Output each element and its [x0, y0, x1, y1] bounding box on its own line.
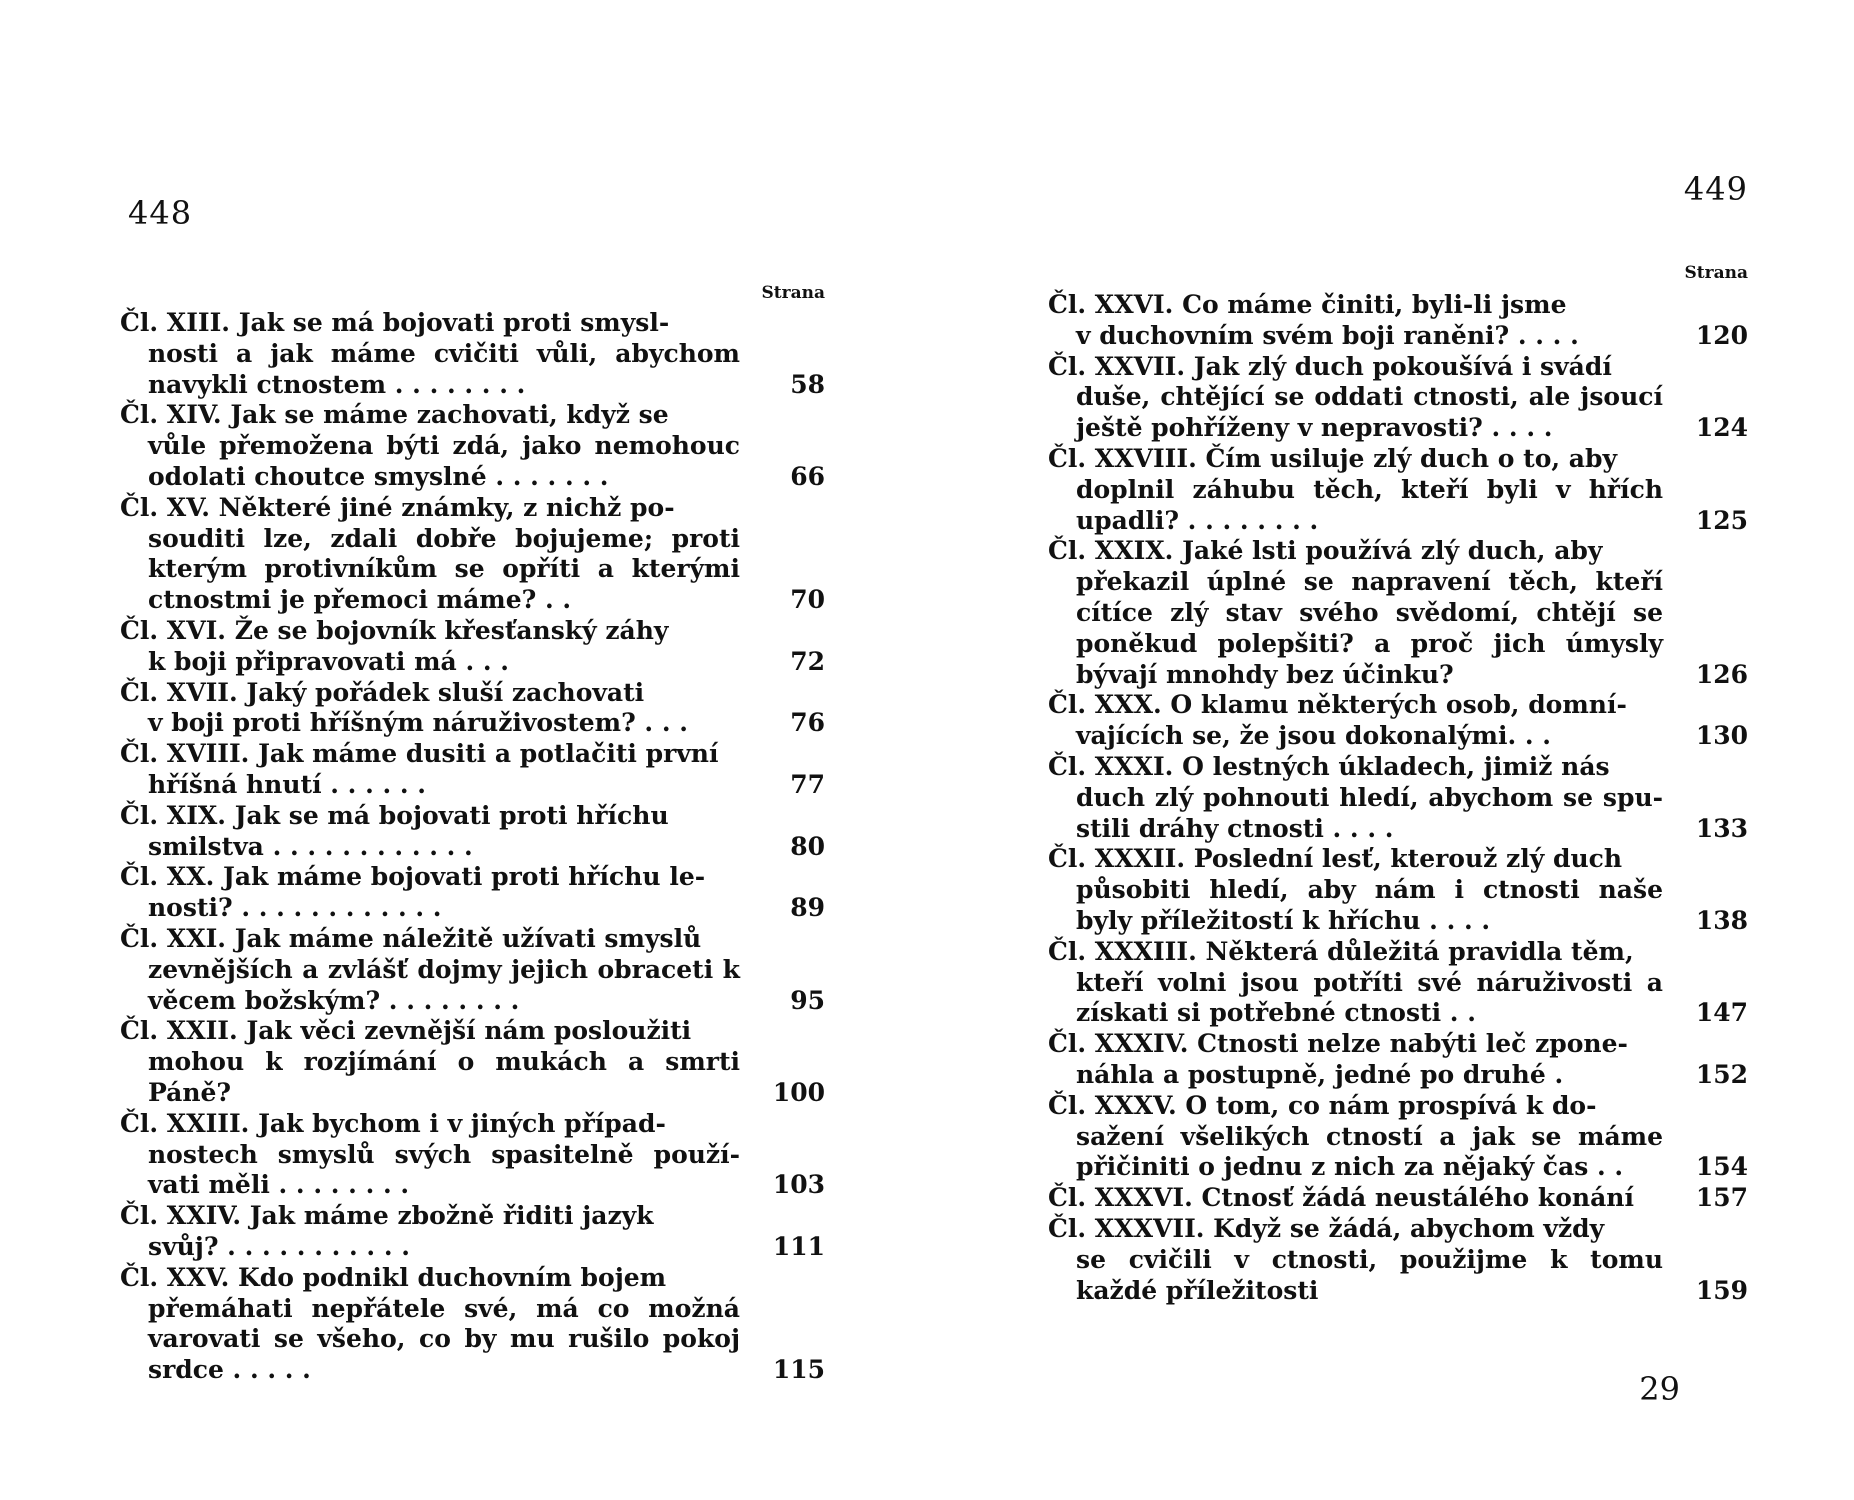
toc-entry — [120, 1109, 825, 1201]
entry-title: Čl. XIV. Jak se máme zachovati, když se — [120, 400, 669, 430]
toc-entry — [1048, 352, 1748, 444]
entry-continuation: vajících se, že jsou dokonalými. . . — [1076, 721, 1551, 751]
entry-page: 154 — [1695, 1152, 1748, 1182]
entry-page: 70 — [790, 585, 825, 615]
entry-title: Čl. XXXVII. Když se žádá, abychom vždy — [1048, 1213, 1605, 1243]
table-of-contents — [1048, 290, 1748, 1306]
entry-title: Čl. XXV. Kdo podnikl duchovním bojem — [120, 1262, 667, 1292]
page-column-label: Strana — [761, 283, 825, 303]
toc-entry — [120, 1016, 825, 1108]
entry-title: Čl. XIX. Jak se má bojovati proti hříchu — [120, 800, 669, 830]
entry-continuation: působiti hledí, aby nám i ctnosti naše byly příležitostí k hříchu . . . . — [1076, 875, 1663, 935]
entry-page: 130 — [1695, 721, 1748, 751]
toc-entry — [1048, 444, 1748, 536]
toc-entry — [1048, 1214, 1748, 1306]
toc-entry — [1048, 1183, 1748, 1214]
toc-entry — [120, 308, 825, 400]
entry-continuation: nostech smyslů svých spasitelně použí- vati měli . . . . . . . . — [148, 1139, 740, 1200]
page-number: 449 — [1683, 170, 1748, 208]
entry-title: Čl. XVIII. Jak máme dusiti a potlačiti první — [120, 739, 719, 769]
entry-continuation: přemáhati nepřátele své, má co možná varovati se všeho, co by mu rušilo pokoj srdce . . . . . — [148, 1293, 740, 1385]
entry-continuation: sažení všelikých ctností a jak se máme přičiniti o jednu z nich za nějaký čas . . — [1076, 1121, 1663, 1182]
entry-continuation: k boji připravovati má . . . — [148, 646, 509, 676]
entry-page: 124 — [1695, 413, 1748, 443]
entry-page: 152 — [1695, 1059, 1748, 1089]
toc-entry — [1048, 690, 1748, 752]
entry-page: 126 — [1695, 659, 1748, 689]
entry-page: 89 — [790, 893, 825, 923]
entry-page: 77 — [790, 769, 825, 799]
entry-title: Čl. XXXIII. Některá důležitá pravidla těm, — [1048, 936, 1634, 966]
entry-title: Čl. XXXII. Poslední lesť, kterouž zlý duch — [1048, 844, 1623, 874]
entry-page: 76 — [790, 708, 825, 738]
entry-title: Čl. XVII. Jaký pořádek sluší zachovati — [120, 677, 645, 707]
entry-title: Čl. XIII. Jak se má bojovati proti smysl- — [120, 308, 670, 337]
entry-page: 157 — [1695, 1183, 1748, 1213]
entry-title: Čl. XXVII. Jak zlý duch pokoušívá i svádí — [1048, 351, 1612, 381]
entry-page: 100 — [772, 1077, 825, 1107]
entry-continuation: duše, chtějící se oddati ctnosti, ale jsoucí ještě pohříženy v nepravosti? . . . . — [1076, 382, 1663, 443]
entry-page: 111 — [772, 1231, 825, 1261]
entry-continuation: souditi lze, zdali dobře bojujeme; proti kterým protivníkům se opříti a kterými ctnostmi je přemoci máme? . . — [148, 523, 740, 615]
page-column-label: Strana — [1684, 263, 1748, 283]
toc-entry — [1048, 1029, 1748, 1091]
left-page — [120, 0, 825, 1500]
entry-continuation: náhla a postupně, jedné po druhé . — [1076, 1059, 1564, 1089]
entry-continuation: kteří volni jsou potříti své náruživosti a získati si potřebné ctnosti . . — [1076, 967, 1663, 1028]
entry-title: Čl. XX. Jak máme bojovati proti hříchu le- — [120, 862, 706, 892]
entry-title: Čl. XXXV. O tom, co nám prospívá k do- — [1048, 1090, 1597, 1120]
entry-title: Čl. XXXIV. Ctnosti nelze nabýti leč zpone- — [1048, 1029, 1628, 1059]
entry-page: 66 — [790, 461, 825, 491]
entry-title: Čl. XXXI. O lestných úkladech, jimiž nás — [1048, 751, 1610, 781]
toc-entry — [120, 801, 825, 863]
toc-entry — [1048, 1091, 1748, 1183]
entry-continuation: duch zlý pohnouti hledí, abychom se spu- stili dráhy ctnosti . . . . — [1076, 782, 1663, 843]
entry-continuation: hříšná hnutí . . . . . . — [148, 769, 427, 799]
entry-title: Čl. XXI. Jak máme náležitě užívati smyslů — [120, 923, 702, 953]
entry-title: Čl. XVI. Že se bojovník křesťanský záhy — [120, 615, 669, 645]
entry-page: 95 — [790, 985, 825, 1015]
toc-entry — [120, 493, 825, 616]
toc-entry — [120, 739, 825, 801]
entry-continuation: mohou k rozjímání o mukách a smrti Páně? — [148, 1047, 740, 1107]
toc-entry — [1048, 752, 1748, 844]
entry-title: Čl. XXXVI. Ctnosť žádá neustálého konání — [1048, 1183, 1634, 1213]
entry-title: Čl. XV. Některé jiné známky, z nichž po- — [120, 492, 675, 522]
entry-page: 125 — [1695, 505, 1748, 535]
entry-continuation: svůj? . . . . . . . . . . . — [148, 1231, 410, 1261]
table-of-contents — [120, 308, 825, 1386]
signature-mark: 29 — [1639, 1370, 1680, 1408]
entry-continuation: vůle přemožena býti zdá, jako nemohouc odolati choutce smyslné . . . . . . . — [148, 431, 740, 491]
toc-entry — [1048, 290, 1748, 352]
right-page — [1048, 0, 1748, 1500]
entry-page: 72 — [790, 646, 825, 676]
toc-entry — [120, 400, 825, 492]
entry-title: Čl. XXX. O klamu některých osob, domní- — [1048, 690, 1627, 720]
entry-continuation: v duchovním svém boji raněni? . . . . — [1076, 320, 1579, 350]
entry-title: Čl. XXVI. Co máme činiti, byli-li jsme — [1048, 290, 1567, 319]
entry-continuation: v boji proti hříšným náruživostem? . . . — [148, 708, 688, 738]
entry-continuation: zevnějších a zvlášť dojmy jejich obraceti k věcem božským? . . . . . . . . — [148, 954, 740, 1015]
entry-title: Čl. XXIII. Jak bychom i v jiných případ- — [120, 1108, 666, 1138]
entry-continuation: nosti a jak máme cvičiti vůli, abychom navykli ctnostem . . . . . . . . — [148, 338, 740, 399]
toc-entry — [120, 678, 825, 740]
entry-page: 159 — [1695, 1275, 1748, 1305]
entry-title: Čl. XXVIII. Čím usiluje zlý duch o to, aby — [1048, 443, 1618, 473]
entry-page: 147 — [1695, 998, 1748, 1028]
entry-continuation: smilstva . . . . . . . . . . . . — [148, 831, 473, 861]
entry-title: Čl. XXIV. Jak máme zbožně řiditi jazyk — [120, 1201, 654, 1231]
entry-page: 138 — [1695, 905, 1748, 935]
page-number: 448 — [128, 194, 193, 232]
entry-continuation: nosti? . . . . . . . . . . . . — [148, 893, 442, 923]
toc-entry — [120, 616, 825, 678]
toc-entry — [1048, 937, 1748, 1029]
toc-entry — [120, 1263, 825, 1386]
entry-continuation: se cvičili v ctnosti, použijme k tomu každé příležitosti — [1076, 1244, 1663, 1305]
entry-continuation: doplnil záhubu těch, kteří byli v hřích upadli? . . . . . . . . — [1076, 474, 1663, 535]
entry-page: 103 — [772, 1170, 825, 1200]
entry-page: 58 — [790, 369, 825, 399]
entry-continuation: překazil úplné se napravení těch, kteří cítíce zlý stav svého svědomí, chtějí se poněkud polepšiti? a proč jich úmysly bývají mnohdy bez účinku? — [1076, 567, 1663, 689]
entry-page: 80 — [790, 831, 825, 861]
toc-entry — [1048, 844, 1748, 936]
entry-page: 115 — [772, 1355, 825, 1385]
entry-title: Čl. XXIX. Jaké lsti používá zlý duch, aby — [1048, 536, 1603, 566]
toc-entry — [120, 924, 825, 1016]
toc-entry — [120, 862, 825, 924]
entry-page: 120 — [1695, 320, 1748, 350]
entry-title: Čl. XXII. Jak věci zevnější nám posloužiti — [120, 1016, 692, 1046]
entry-page: 133 — [1695, 813, 1748, 843]
toc-entry — [120, 1201, 825, 1263]
toc-entry — [1048, 536, 1748, 690]
